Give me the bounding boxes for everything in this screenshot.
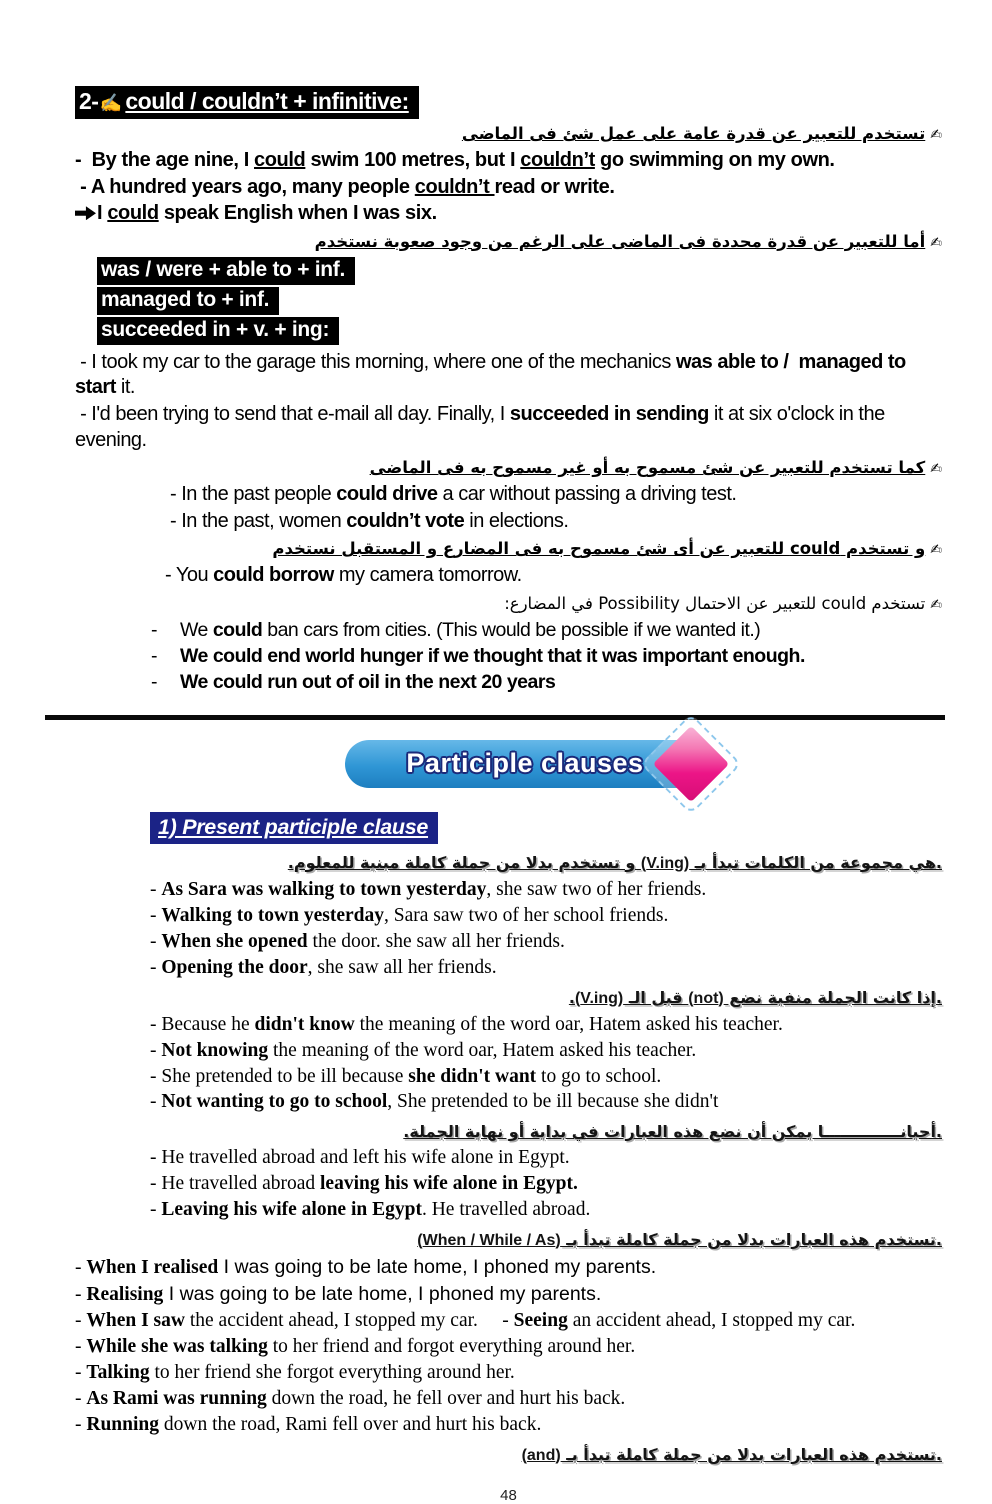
arabic-note-specific-ability: ✍أما للتعبير عن قدرة محددة فى الماضى على الرغم من وجود صعوبة نستخدم — [314, 231, 942, 251]
writing-hand-icon: ✍ — [99, 93, 122, 113]
text-line: - When I saw the accident ahead, I stopped my car. - Seeing an accident ahead, I stopped my car. — [75, 1310, 856, 1332]
could-examples — [75, 148, 942, 227]
text-line: - You could borrow my camera tomorrow. — [165, 564, 522, 587]
section-heading-could — [75, 86, 419, 119]
section-title: could / couldn’t + infinitive: — [125, 88, 409, 114]
section-divider — [45, 715, 945, 720]
arabic-note-permission-past: ✍كما تستخدم للتعبير عن شئ مسموح به أو غير مسموح به فى الماضى — [369, 458, 942, 478]
text-line: managed to + inf. — [97, 287, 279, 315]
text-line: - Talking to her friend she forgot everything around her. — [75, 1362, 515, 1384]
text-line: - I'd been trying to send that e-mail all day. Finally, I succeeded in sending it at six o'clock in the evening. — [75, 402, 890, 451]
arabic-rule-negative-not: .إذا كانت الجملة منفية نضع (not) قبل الـ (V.ing). — [568, 987, 942, 1007]
diamond-icon — [653, 726, 729, 802]
text-line: - Because he didn't know the meaning of the word oar, Hatem asked his teacher. — [150, 1013, 783, 1035]
permission-examples — [75, 482, 942, 534]
text-line: - By the age nine, I could swim 100 metres, but I couldn’t go swimming on my own. — [75, 149, 835, 171]
text-line: was / were + able to + inf. — [97, 257, 355, 285]
arabic-rule-position: .أحيانــــــــــــــا يمكن أن نضع هذه العبارات في بداية أو نهاية الجملة. — [403, 1122, 942, 1142]
pen-icon: ✍ — [930, 127, 942, 143]
banner-title: Participle clauses — [406, 748, 644, 779]
arabic-note-possibility: ✍تستخدم could للتعبير عن الاحتمال Possibility في المضارع: — [504, 593, 942, 613]
arabic-rule-when-while-as: .تستخدم هذه العبارات بدلا من جملة كاملة تبدأ بـ (When / While / As) — [417, 1230, 942, 1250]
text-line: - Leaving his wife alone in Egypt. He travelled abroad. — [150, 1199, 591, 1221]
participle-examples-1 — [75, 878, 942, 981]
text-line: - He travelled abroad leaving his wife alone in Egypt. — [150, 1173, 578, 1195]
text-line: succeeded in + v. + ing: — [97, 317, 339, 345]
text-line: - Realising I was going to be late home, I phoned my parents. — [75, 1283, 602, 1306]
text-line: - As Rami was running down the road, he fell over and hurt his back. — [75, 1388, 626, 1410]
arabic-rule-and: .تستخدم هذه العبارات بدلا من جملة كاملة تبدأ بـ (and) — [521, 1444, 942, 1464]
arrow-icon — [75, 206, 96, 220]
possibility-examples — [75, 618, 942, 695]
section-number: 2- — [79, 88, 99, 114]
participle-examples-4 — [75, 1255, 942, 1438]
text-line: - He travelled abroad and left his wife alone in Egypt. — [150, 1147, 570, 1169]
text-line: - I took my car to the garage this morning, where one of the mechanics was able to / managed to start it. — [75, 350, 911, 399]
arabic-rule-ving-definition: .هي مجموعة من الكلمات تبدأ بـ (V.ing) و تستخدم بدلا من جملة كاملة مبنية للمعلوم. — [287, 852, 942, 872]
participle-examples-3 — [75, 1146, 942, 1223]
pen-icon: ✍ — [930, 461, 942, 478]
text-line: - We could run out of oil in the next 20 years — [151, 670, 556, 693]
text-line: - Walking to town yesterday, Sara saw two of her school friends. — [150, 904, 669, 926]
text-line: - Not wanting to go to school, She pretended to be ill because she didn't — [150, 1091, 719, 1113]
text-line: - In the past, women couldn’t vote in elections. — [170, 509, 569, 532]
text-line: - Not knowing the meaning of the word oar, Hatem asked his teacher. — [150, 1039, 697, 1061]
text-line: - Running down the road, Rami fell over and hurt his back. — [75, 1414, 542, 1435]
subsection-heading-present-participle: 1) Present participle clause — [150, 812, 438, 844]
text-line: - When I realised I was going to be late home, I phoned my parents. — [75, 1256, 657, 1279]
text-line: - As Sara was walking to town yesterday, she saw two of her friends. — [150, 878, 707, 900]
text-line: - When she opened the door. she saw all her friends. — [150, 930, 565, 952]
participle-clauses-banner — [345, 736, 745, 792]
arabic-note-permission-present: ✍و تستخدم could للتعبير عن أى شئ مسموح به فى المضارع و المستقبل نستخدم — [272, 539, 942, 559]
text-line: - We could end world hunger if we thought that it was important enough. — [151, 644, 805, 667]
formula-boxes — [97, 256, 942, 346]
text-line: - A hundred years ago, many people couldn’t read or write. — [75, 175, 615, 198]
pen-icon: ✍ — [930, 542, 942, 559]
text-line: - We could ban cars from cities. (This would be possible if we wanted it.) — [151, 618, 761, 641]
text-line: - While she was talking to her friend and forgot everything around her. — [75, 1336, 636, 1358]
pen-icon: ✍ — [930, 234, 942, 251]
page-number: 48 — [500, 1486, 517, 1504]
arabic-note-general-ability: ✍تستخدم للتعبير عن قدرة عامة على عمل شئ فى الماضى — [461, 124, 942, 143]
text-line: I could speak English when I was six. — [75, 201, 942, 227]
pen-icon: ✍ — [930, 596, 942, 613]
ability-examples — [75, 350, 942, 453]
participle-examples-2 — [75, 1013, 942, 1116]
text-line: - Opening the door, she saw all her friends. — [150, 956, 497, 978]
borrow-example — [75, 563, 942, 589]
text-line: - She pretended to be ill because she didn't want to go to school. — [150, 1065, 662, 1087]
text-line: - In the past people could drive a car without passing a driving test. — [170, 483, 737, 506]
